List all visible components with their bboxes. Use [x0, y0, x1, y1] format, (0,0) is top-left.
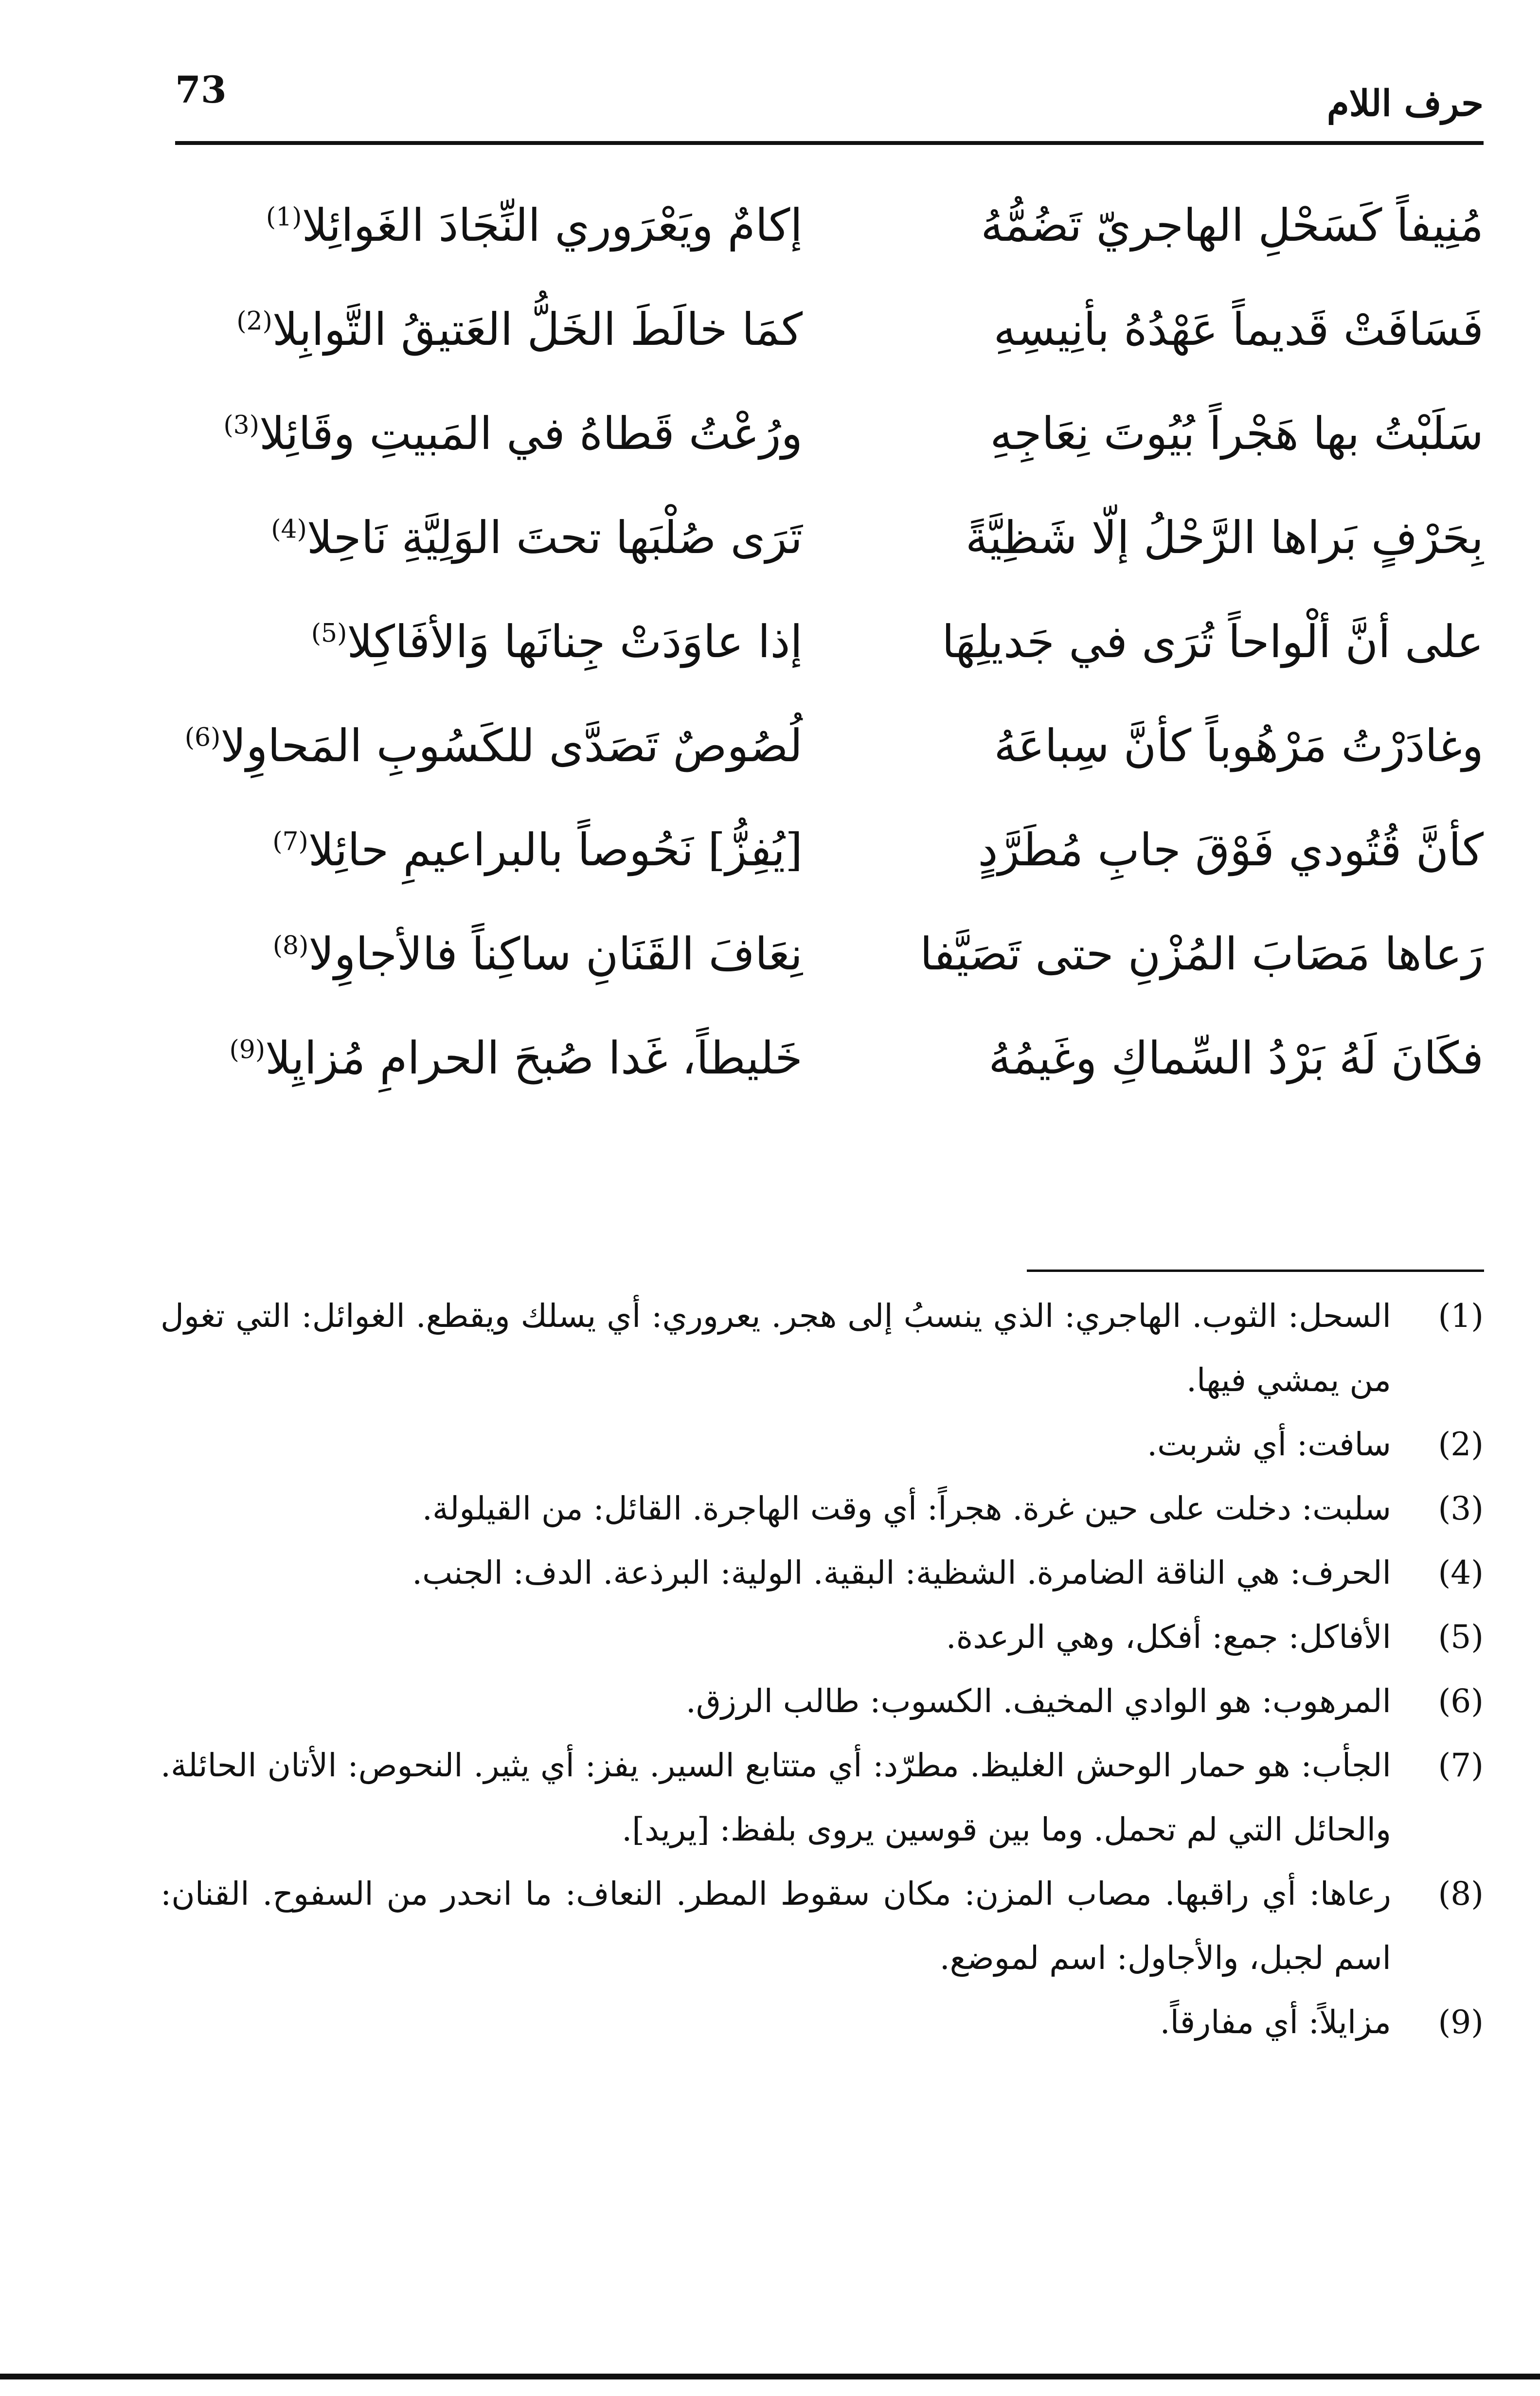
footnote-rule — [1027, 1270, 1484, 1272]
second-hemistich-text: تَرَى صُلْبَها تحتَ الوَلِيَّةِ نَاحِلا — [306, 512, 803, 564]
footnote-text: رعاها: أي راقبها. مصاب المزن: مكان سقوط المطر. النعاف: ما انحدر من السفوح. القنان: اسم لجبل، والأجاول: اسم لموضع. — [161, 1875, 1391, 1977]
second-hemistich-text: خَليطاً، غَدا صُبحَ الحرامِ مُزايِلا — [265, 1032, 803, 1084]
footnote-marker: (2) — [236, 306, 272, 336]
verse — [161, 388, 1484, 492]
second-hemistich — [273, 928, 803, 980]
second-hemistich — [223, 408, 803, 460]
footnote-marker: (1) — [266, 202, 302, 232]
second-hemistich-text: كمَا خالَطَ الخَلُّ العَتيقُ التَّوابِلا — [272, 304, 803, 356]
first-hemistich: فكَانَ لَهُ بَرْدُ السِّماكِ وغَيمُهُ — [988, 1032, 1484, 1084]
verse — [161, 700, 1484, 805]
footnote — [161, 1990, 1484, 2055]
footnote-text: مزايلاً: أي مفارقاً. — [1160, 2003, 1391, 2041]
second-hemistich — [266, 199, 803, 251]
header-rule — [175, 141, 1484, 145]
footnote-marker: (7) — [272, 827, 308, 857]
footnote — [161, 1605, 1484, 1669]
page-header — [175, 58, 1484, 146]
second-hemistich-text: إكامٌ ويَعْرَوري النِّجَادَ الغَوائِلا — [302, 199, 803, 251]
first-hemistich: على أنَّ ألْواحاً تُرَى في جَديلِهَا — [942, 616, 1484, 668]
verse — [161, 596, 1484, 700]
footnote-text: الحرف: هي الناقة الضامرة. الشظية: البقية. الولية: البرذعة. الدف: الجنب. — [412, 1554, 1391, 1591]
second-hemistich — [236, 304, 803, 356]
footnote-number: (1) — [1438, 1297, 1484, 1335]
footnote-number: (6) — [1438, 1682, 1484, 1720]
footnote-number: (5) — [1438, 1618, 1484, 1656]
footnote-text: سلبت: دخلت على حين غرة. هجراً: أي وقت الهاجرة. القائل: من القيلولة. — [422, 1490, 1391, 1527]
first-hemistich: مُنِيفاً كَسَحْلِ الهاجريّ تَضُمُّهُ — [981, 199, 1484, 251]
footnote — [161, 1734, 1484, 1862]
bottom-rule — [0, 2374, 1540, 2379]
footnote-number: (8) — [1438, 1875, 1484, 1913]
footnote — [161, 1284, 1484, 1413]
footnote-number: (4) — [1438, 1554, 1484, 1591]
second-hemistich — [272, 824, 803, 876]
footnote-text: الجأب: هو حمار الوحش الغليظ. مطرّد: أي متتابع السير. يفز: أي يثير. النحوص: الأتان الحائلة. والحائل التي لم تحمل. وما بين قوسين يروى بلفظ: [يريد]. — [161, 1747, 1391, 1848]
verse — [161, 805, 1484, 909]
second-hemistich-text: [يُفِزُّ] نَحُوصاً بالبراعيمِ حائِلا — [308, 824, 803, 876]
footnote-marker: (4) — [271, 515, 307, 544]
footnote — [161, 1477, 1484, 1541]
footnote-marker: (6) — [184, 723, 221, 752]
footnote-marker: (5) — [311, 619, 347, 648]
verse — [161, 284, 1484, 388]
second-hemistich-text: إذا عاوَدَتْ جِنانَها وَالأفَاكِلا — [347, 616, 803, 668]
verse — [161, 180, 1484, 284]
footnote-number: (7) — [1438, 1747, 1484, 1784]
footnote-marker: (3) — [223, 411, 260, 440]
first-hemistich: كأنَّ قُتُودي فَوْقَ جابِ مُطَرَّدٍ — [978, 824, 1484, 876]
second-hemistich-text: ورُعْتُ قَطاهُ في المَبيتِ وقَائِلا — [259, 408, 803, 460]
verse — [161, 1013, 1484, 1117]
second-hemistich-text: نِعَافَ القَنَانِ ساكِناً فالأجاوِلا — [308, 928, 803, 980]
second-hemistich — [311, 616, 803, 668]
running-head: حرف اللام — [1326, 83, 1484, 125]
second-hemistich — [185, 720, 803, 772]
footnote-marker: (8) — [272, 931, 309, 961]
footnotes — [161, 1284, 1484, 2055]
footnote-text: السحل: الثوب. الهاجري: الذي ينسبُ إلى هجر. يعروري: أي يسلك ويقطع. الغوائل: التي تغول من يمشي فيها. — [161, 1297, 1391, 1399]
poem — [161, 180, 1484, 1117]
verse — [161, 492, 1484, 596]
footnote-text: الأفاكل: جمع: أفكل، وهي الرعدة. — [946, 1618, 1391, 1656]
footnote-number: (9) — [1438, 2003, 1484, 2041]
first-hemistich: رَعاها مَصَابَ المُزْنِ حتى تَصَيَّفا — [920, 928, 1484, 980]
footnote — [161, 1862, 1484, 1990]
footnote — [161, 1413, 1484, 1477]
footnote-number: (2) — [1438, 1426, 1484, 1463]
verse — [161, 909, 1484, 1013]
footnote — [161, 1669, 1484, 1734]
first-hemistich: سَلَبْتُ بها هَجْراً بُيُوتَ نِعَاجِهِ — [990, 408, 1484, 460]
first-hemistich: وغادَرْتُ مَرْهُوباً كأنَّ سِباعَهُ — [994, 720, 1484, 772]
footnote-text: المرهوب: هو الوادي المخيف. الكسوب: طالب الرزق. — [685, 1682, 1391, 1720]
footnote — [161, 1541, 1484, 1605]
second-hemistich-text: لُصُوصٌ تَصَدَّى للكَسُوبِ المَحاوِلا — [220, 720, 803, 772]
page-number: 73 — [175, 68, 227, 111]
first-hemistich: بِحَرْفٍ بَراها الرَّحْلُ إلّا شَظِيَّةً — [965, 512, 1484, 564]
second-hemistich — [271, 512, 803, 564]
footnote-text: سافت: أي شربت. — [1147, 1426, 1391, 1463]
first-hemistich: فَسَافَتْ قَديماً عَهْدُهُ بأنِيسِهِ — [993, 304, 1484, 356]
footnote-marker: (9) — [229, 1035, 266, 1065]
footnote-number: (3) — [1438, 1490, 1484, 1527]
second-hemistich — [229, 1032, 803, 1084]
